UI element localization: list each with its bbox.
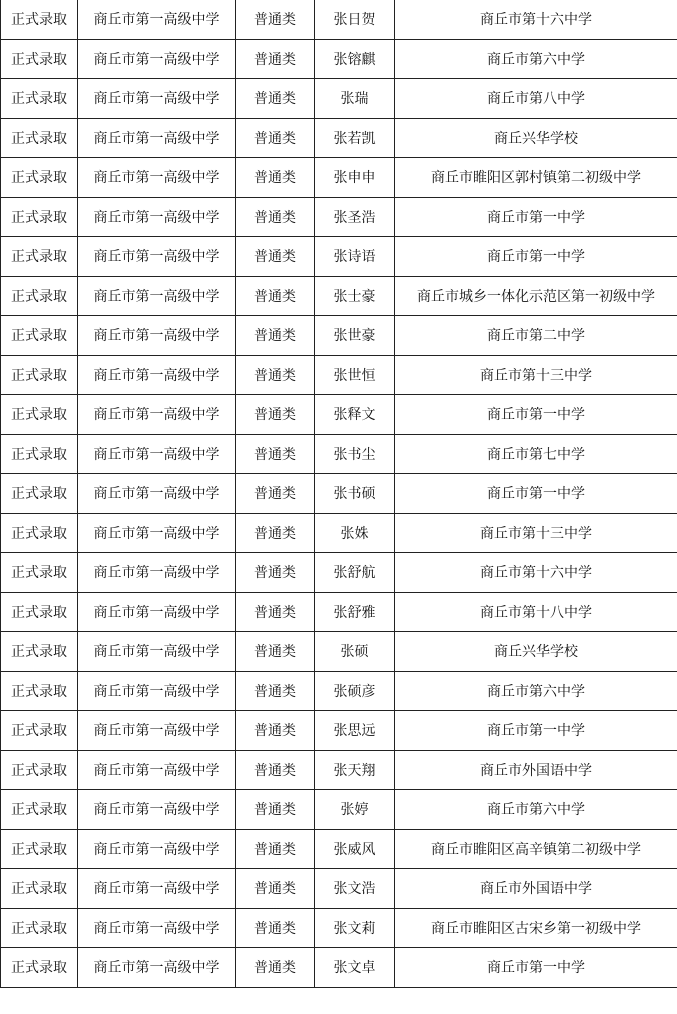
category-cell: 普通类 <box>236 434 315 474</box>
middle-school-cell: 商丘市第七中学 <box>395 434 677 474</box>
category-cell: 普通类 <box>236 790 315 830</box>
table-row <box>1 948 677 988</box>
category-cell: 普通类 <box>236 553 315 593</box>
status-cell: 正式录取 <box>1 829 78 869</box>
category-cell: 普通类 <box>236 158 315 198</box>
middle-school-cell: 商丘市睢阳区郭村镇第二初级中学 <box>395 158 677 198</box>
admitted-school-cell: 商丘市第一高级中学 <box>78 197 236 237</box>
student-name-cell: 张舒航 <box>315 553 395 593</box>
middle-school-cell: 商丘市睢阳区古宋乡第一初级中学 <box>395 908 677 948</box>
status-cell: 正式录取 <box>1 158 78 198</box>
student-name-cell: 张诗语 <box>315 237 395 277</box>
category-cell: 普通类 <box>236 197 315 237</box>
admitted-school-cell: 商丘市第一高级中学 <box>78 474 236 514</box>
admitted-school-cell: 商丘市第一高级中学 <box>78 434 236 474</box>
middle-school-cell: 商丘市第六中学 <box>395 790 677 830</box>
status-cell: 正式录取 <box>1 632 78 672</box>
middle-school-cell: 商丘市第一中学 <box>395 197 677 237</box>
admitted-school-cell: 商丘市第一高级中学 <box>78 592 236 632</box>
student-name-cell: 张硕 <box>315 632 395 672</box>
student-name-cell: 张若凯 <box>315 118 395 158</box>
category-cell: 普通类 <box>236 118 315 158</box>
table-row <box>1 39 677 79</box>
student-name-cell: 张姝 <box>315 513 395 553</box>
table-row <box>1 671 677 711</box>
table-row <box>1 474 677 514</box>
status-cell: 正式录取 <box>1 750 78 790</box>
category-cell: 普通类 <box>236 908 315 948</box>
middle-school-cell: 商丘市第十三中学 <box>395 513 677 553</box>
admitted-school-cell: 商丘市第一高级中学 <box>78 79 236 119</box>
table-row <box>1 908 677 948</box>
middle-school-cell: 商丘市第一中学 <box>395 948 677 988</box>
status-cell: 正式录取 <box>1 237 78 277</box>
status-cell: 正式录取 <box>1 671 78 711</box>
status-cell: 正式录取 <box>1 474 78 514</box>
middle-school-cell: 商丘市睢阳区高辛镇第二初级中学 <box>395 829 677 869</box>
student-name-cell: 张天翔 <box>315 750 395 790</box>
status-cell: 正式录取 <box>1 355 78 395</box>
middle-school-cell: 商丘市第十八中学 <box>395 592 677 632</box>
student-name-cell: 张婷 <box>315 790 395 830</box>
status-cell: 正式录取 <box>1 276 78 316</box>
middle-school-cell: 商丘市第一中学 <box>395 237 677 277</box>
category-cell: 普通类 <box>236 671 315 711</box>
admitted-school-cell: 商丘市第一高级中学 <box>78 395 236 435</box>
student-name-cell: 张文浩 <box>315 869 395 909</box>
admitted-school-cell: 商丘市第一高级中学 <box>78 118 236 158</box>
admitted-school-cell: 商丘市第一高级中学 <box>78 276 236 316</box>
table-row <box>1 513 677 553</box>
status-cell: 正式录取 <box>1 553 78 593</box>
student-name-cell: 张瑞 <box>315 79 395 119</box>
category-cell: 普通类 <box>236 316 315 356</box>
admitted-school-cell: 商丘市第一高级中学 <box>78 39 236 79</box>
admitted-school-cell: 商丘市第一高级中学 <box>78 237 236 277</box>
admitted-school-cell: 商丘市第一高级中学 <box>78 513 236 553</box>
middle-school-cell: 商丘兴华学校 <box>395 118 677 158</box>
admitted-school-cell: 商丘市第一高级中学 <box>78 711 236 751</box>
admitted-school-cell: 商丘市第一高级中学 <box>78 158 236 198</box>
status-cell: 正式录取 <box>1 869 78 909</box>
middle-school-cell: 商丘市城乡一体化示范区第一初级中学 <box>395 276 677 316</box>
category-cell: 普通类 <box>236 237 315 277</box>
table-row <box>1 434 677 474</box>
middle-school-cell: 商丘市第六中学 <box>395 671 677 711</box>
category-cell: 普通类 <box>236 829 315 869</box>
student-name-cell: 张申申 <box>315 158 395 198</box>
student-name-cell: 张世豪 <box>315 316 395 356</box>
status-cell: 正式录取 <box>1 0 78 39</box>
table-row <box>1 750 677 790</box>
admitted-school-cell: 商丘市第一高级中学 <box>78 632 236 672</box>
status-cell: 正式录取 <box>1 434 78 474</box>
student-name-cell: 张思远 <box>315 711 395 751</box>
student-name-cell: 张释文 <box>315 395 395 435</box>
table-row <box>1 711 677 751</box>
table-row <box>1 197 677 237</box>
table-row <box>1 316 677 356</box>
admitted-school-cell: 商丘市第一高级中学 <box>78 790 236 830</box>
table-row <box>1 632 677 672</box>
admitted-school-cell: 商丘市第一高级中学 <box>78 671 236 711</box>
table-row <box>1 790 677 830</box>
admitted-school-cell: 商丘市第一高级中学 <box>78 750 236 790</box>
status-cell: 正式录取 <box>1 513 78 553</box>
table-row <box>1 355 677 395</box>
student-name-cell: 张镕麒 <box>315 39 395 79</box>
student-name-cell: 张威风 <box>315 829 395 869</box>
table-row <box>1 829 677 869</box>
table-row <box>1 79 677 119</box>
admitted-school-cell: 商丘市第一高级中学 <box>78 829 236 869</box>
category-cell: 普通类 <box>236 750 315 790</box>
admitted-school-cell: 商丘市第一高级中学 <box>78 316 236 356</box>
middle-school-cell: 商丘市外国语中学 <box>395 869 677 909</box>
admitted-school-cell: 商丘市第一高级中学 <box>78 355 236 395</box>
student-name-cell: 张硕彦 <box>315 671 395 711</box>
status-cell: 正式录取 <box>1 908 78 948</box>
category-cell: 普通类 <box>236 948 315 988</box>
table-row <box>1 592 677 632</box>
category-cell: 普通类 <box>236 869 315 909</box>
admitted-school-cell: 商丘市第一高级中学 <box>78 908 236 948</box>
status-cell: 正式录取 <box>1 948 78 988</box>
middle-school-cell: 商丘市第一中学 <box>395 395 677 435</box>
status-cell: 正式录取 <box>1 592 78 632</box>
status-cell: 正式录取 <box>1 395 78 435</box>
category-cell: 普通类 <box>236 513 315 553</box>
student-name-cell: 张书尘 <box>315 434 395 474</box>
middle-school-cell: 商丘市第一中学 <box>395 474 677 514</box>
category-cell: 普通类 <box>236 632 315 672</box>
category-cell: 普通类 <box>236 395 315 435</box>
category-cell: 普通类 <box>236 79 315 119</box>
status-cell: 正式录取 <box>1 118 78 158</box>
middle-school-cell: 商丘兴华学校 <box>395 632 677 672</box>
student-name-cell: 张圣浩 <box>315 197 395 237</box>
category-cell: 普通类 <box>236 39 315 79</box>
category-cell: 普通类 <box>236 592 315 632</box>
table-row <box>1 553 677 593</box>
middle-school-cell: 商丘市第六中学 <box>395 39 677 79</box>
middle-school-cell: 商丘市外国语中学 <box>395 750 677 790</box>
status-cell: 正式录取 <box>1 790 78 830</box>
status-cell: 正式录取 <box>1 197 78 237</box>
table-row <box>1 395 677 435</box>
admitted-school-cell: 商丘市第一高级中学 <box>78 553 236 593</box>
student-name-cell: 张士豪 <box>315 276 395 316</box>
admitted-school-cell: 商丘市第一高级中学 <box>78 948 236 988</box>
category-cell: 普通类 <box>236 276 315 316</box>
category-cell: 普通类 <box>236 0 315 39</box>
student-name-cell: 张世恒 <box>315 355 395 395</box>
admitted-school-cell: 商丘市第一高级中学 <box>78 869 236 909</box>
student-name-cell: 张舒雅 <box>315 592 395 632</box>
status-cell: 正式录取 <box>1 316 78 356</box>
category-cell: 普通类 <box>236 711 315 751</box>
middle-school-cell: 商丘市第十三中学 <box>395 355 677 395</box>
middle-school-cell: 商丘市第二中学 <box>395 316 677 356</box>
middle-school-cell: 商丘市第八中学 <box>395 79 677 119</box>
table-row <box>1 158 677 198</box>
status-cell: 正式录取 <box>1 39 78 79</box>
student-name-cell: 张日贺 <box>315 0 395 39</box>
table-row <box>1 869 677 909</box>
status-cell: 正式录取 <box>1 79 78 119</box>
table-row <box>1 237 677 277</box>
table-row <box>1 276 677 316</box>
middle-school-cell: 商丘市第一中学 <box>395 711 677 751</box>
admission-table-body <box>1 0 677 987</box>
category-cell: 普通类 <box>236 355 315 395</box>
student-name-cell: 张文卓 <box>315 948 395 988</box>
middle-school-cell: 商丘市第十六中学 <box>395 0 677 39</box>
status-cell: 正式录取 <box>1 711 78 751</box>
student-name-cell: 张书硕 <box>315 474 395 514</box>
student-name-cell: 张文莉 <box>315 908 395 948</box>
table-row <box>1 118 677 158</box>
middle-school-cell: 商丘市第十六中学 <box>395 553 677 593</box>
admitted-school-cell: 商丘市第一高级中学 <box>78 0 236 39</box>
category-cell: 普通类 <box>236 474 315 514</box>
table-row <box>1 0 677 39</box>
